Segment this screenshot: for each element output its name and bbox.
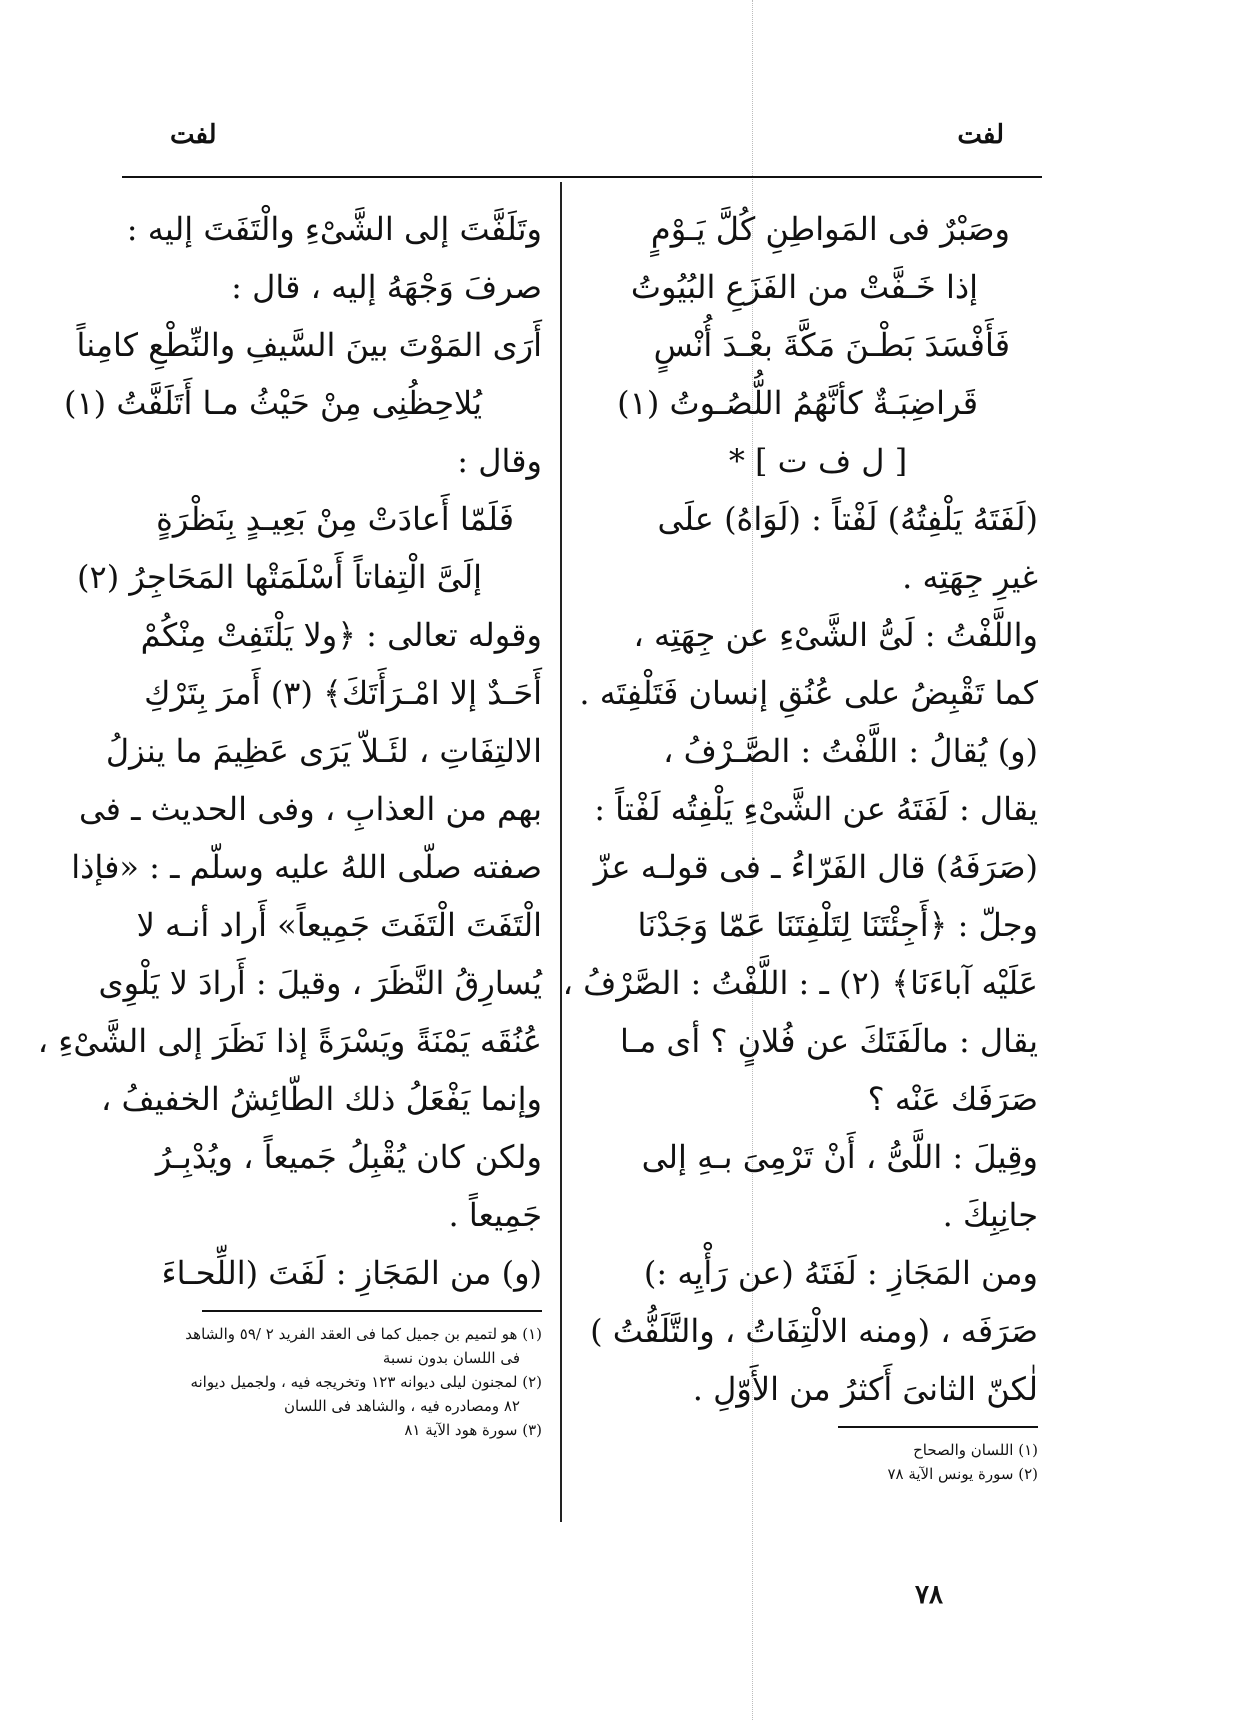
text-line: ولكن كان يُقْبِلُ جَميعاً ، ويُدْبِـرُ [155, 1138, 542, 1176]
text-line: يُسارِقُ النَّظَرَ ، وقيلَ : أَرادَ لا يَلْوِى [98, 964, 542, 1002]
text-line: لٰكنّ الثانىَ أَكثرُ من الأَوّلِ . [692, 1370, 1038, 1408]
footnote-rule [838, 1426, 1038, 1428]
text-line: جَمِيعاً . [448, 1196, 542, 1234]
entry-heading: [ ل ف ت ] * [728, 442, 908, 480]
text-line: واللَّفْتُ : لَىُّ الشَّىْءِ عن جِهَتِه ، [633, 616, 1038, 654]
text-line: بهم من العذابِ ، وفى الحديث ـ فى [78, 790, 542, 828]
text-line: (و) يُقالُ : اللَّفْتُ : الصَّـرْفُ ، [663, 732, 1038, 770]
column-divider [560, 182, 562, 1522]
text-line: الالتِفَاتِ ، لئَـلاّ يَرَى عَظِيمَ ما ينزلُ [105, 732, 542, 770]
footnote: (١) هو لتميم بن جميل كما فى العقد الفريد ٢ /٥٩ والشاهد [185, 1325, 542, 1343]
text-line: وقوله تعالى : ﴿ولا يَلْتَفِتْ مِنْكُمْ [140, 616, 542, 654]
text-line: يقال : مالَفَتَكَ عن فُلانٍ ؟ أى مـا [619, 1022, 1038, 1060]
footnote: (١) اللسان والصحاح [913, 1441, 1038, 1459]
footnote: فى اللسان بدون نسبة [382, 1349, 520, 1367]
text-line: صرفَ وَجْهَهُ إليه ، قال : [231, 268, 542, 306]
footnote-rule [202, 1310, 542, 1312]
verse-line: يُلاحِظُنِى مِنْ حَيْثُ مـا أَتَلَفَّتُ (١) [64, 384, 482, 422]
text-line: ومن المَجَازِ : لَفَتَهُ (عن رَأْيِه :) [643, 1254, 1038, 1292]
verse-line: فَأَفْسَدَ بَطْـنَ مَكَّةَ بعْـدَ أُنْسٍ [653, 326, 1010, 364]
text-line: وتَلَفَّتَ إلى الشَّىْءِ والْتَفَتَ إليه : [126, 210, 542, 248]
text-line: غيرِ جِهَتِه . [902, 558, 1038, 596]
text-line: وإنما يَفْعَلُ ذلك الطّائِشُ الخفيفُ ، [100, 1080, 542, 1118]
text-line: صَرَفَه ، (ومنه الالْتِفَاتُ ، والتَّلَفُّتُ ) [590, 1312, 1038, 1350]
text-line: الْتَفَتَ الْتَفَتَ جَمِيعاً» أَراد أنـه لا [136, 906, 542, 944]
running-header-right: لفت [957, 120, 1004, 150]
text-line: أَحَـدٌ إلا امْـرَأَتَكَ﴾ (٣) أَمرَ بِتَرْكِ [144, 674, 542, 712]
header-rule [122, 176, 1042, 178]
text-line: صَرَفَك عَنْه ؟ [867, 1080, 1038, 1118]
page-number: ٧٨ [915, 1580, 943, 1610]
text-line: وقِيلَ : اللَّىُّ ، أَنْ تَرْمِىَ بـهِ إلى [641, 1138, 1038, 1176]
text-line: يقال : لَفَتَهُ عن الشَّىْءِ يَلْفِتُه لَفْتاً : [594, 790, 1038, 828]
left-column [37, 200, 542, 1442]
verse-line: أَرَى المَوْتَ بينَ السَّيفِ والنِّطْعِ كامِناً [76, 326, 542, 364]
text-line: صفته صلّى اللهُ عليه وسلّم ـ : «فإذا [71, 848, 542, 886]
footnote: (٢) لمجنون ليلى ديوانه ١٢٣ وتخريجه فيه ، ولجميل ديوانه [190, 1373, 542, 1391]
verse-line: قَراضِبَـةٌ كأنَّهُمُ اللُّصُـوتُ (١) [617, 384, 978, 422]
footnote: (٢) سورة يونس الآية ٧٨ [887, 1465, 1038, 1483]
footnote: ٨٢ ومصادره فيه ، والشاهد فى اللسان [283, 1397, 520, 1415]
text-line: وقال : [457, 442, 542, 480]
running-header-left: لفت [170, 120, 217, 150]
text-line: (صَرَفَهُ) قال الفَرّاءُ ـ فى قولـه عزّ [593, 848, 1038, 886]
verse-line: إلَىَّ الْتِفاتاً أَسْلَمَتْها المَحَاجِرُ (٢) [77, 558, 482, 596]
text-line: وجلّ : ﴿أَجِئْتَنَا لِتَلْفِتَنَا عَمّا وَجَدْنَا [637, 906, 1038, 944]
text-line: كما تَقْبِضُ على عُنُقِ إنسان فَتَلْفِتَه . [579, 674, 1038, 712]
text-line: (و) من المَجَازِ : لَفَتَ (اللِّحـاءَ [161, 1254, 542, 1292]
right-column [562, 200, 1038, 1486]
text-line: (لَفَتَهُ يَلْفِتُهُ) لَفْتاً : (لَوَاهُ) علَى [657, 500, 1038, 538]
text-line: عُنُقَه يَمْنَةً ويَسْرَةً إذا نَظَرَ إلى الشَّىْءِ ، [37, 1022, 542, 1060]
text-line: عَلَيْه آباءَنَا﴾ (٢) ـ : اللَّفْتُ : الصَّرْفُ ، [562, 964, 1038, 1002]
text-line: جانِبِكَ . [942, 1196, 1038, 1234]
verse-line: إذا خَـفَّتْ من الفَزَعِ البُيُوتُ [630, 268, 978, 306]
verse-line: وصَبْرٌ فى المَواطِنِ كُلَّ يَـوْمٍ [650, 210, 1010, 248]
footnote: (٣) سورة هود الآية ٨١ [404, 1421, 542, 1439]
verse-line: فَلَمّا أَعادَتْ مِنْ بَعِيـدٍ بِنَظْرَةٍ [156, 500, 514, 538]
